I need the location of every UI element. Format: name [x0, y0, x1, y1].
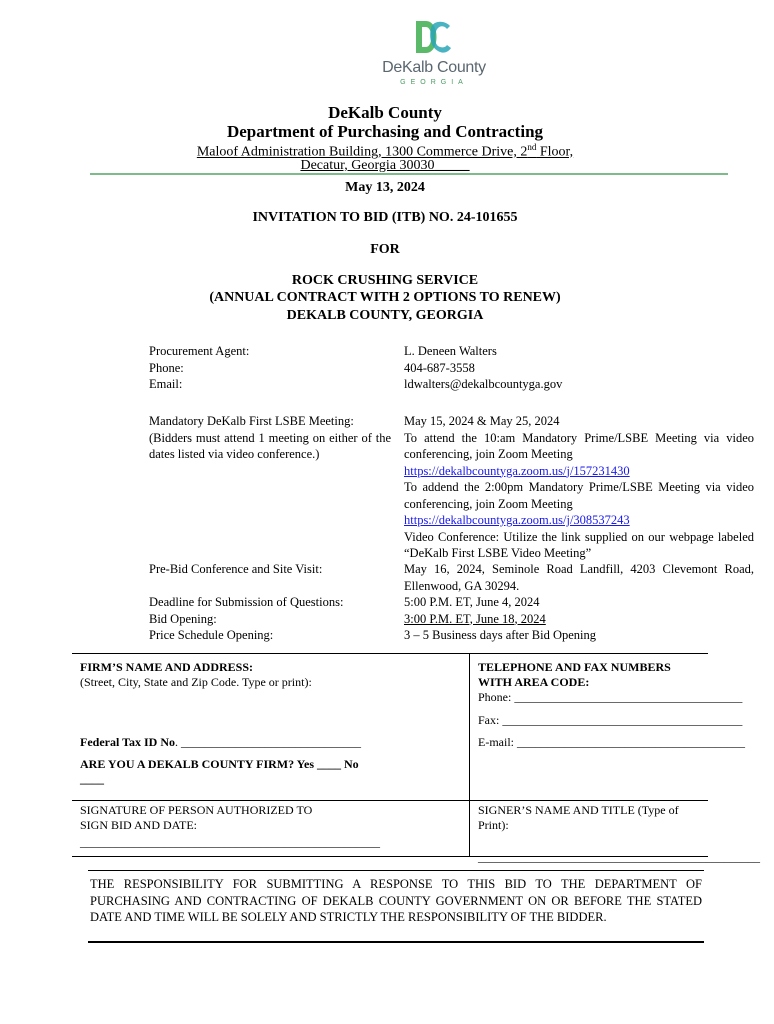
contact-values — [404, 343, 754, 393]
questions-value: 5:00 P.M. ET, June 4, 2024 — [404, 595, 540, 609]
prebid-value: May 16, 2024, Seminole Road Landfill, 4203 Clevemont Road, Ellenwood, GA 30294. — [404, 562, 754, 593]
deadlines-labels — [149, 594, 399, 644]
signature-cell[interactable] — [80, 803, 465, 850]
dekalb-firm-question[interactable]: ARE YOU A DEKALB COUNTY FIRM? Yes ____ No ____ — [80, 757, 359, 786]
email-value: ldwalters@dekalbcountyga.gov — [404, 377, 563, 391]
phone-value: 404-687-3558 — [404, 360, 475, 375]
address-line-2 — [0, 158, 770, 174]
form-row-divider — [72, 800, 708, 801]
department-name: Department of Purchasing and Contracting — [226, 122, 544, 141]
prebid-label: Pre-Bid Conference and Site Visit: — [149, 562, 323, 576]
mandatory-label: Mandatory DeKalb First LSBE Meeting: — [149, 414, 354, 428]
notice-text: THE RESPONSIBILITY FOR SUBMITTING A RESPONSE TO THIS BID TO THE DEPARTMENT OF PURCHASING AND CONTRACTING OF DEKALB COUNTY GOVERNMENT ON OR BEFORE THE STATED DATE AND TIME WILL BE SOLELY AND STRICTLY THE RESPONSIBILITY OF THE BIDDER. — [90, 877, 702, 924]
price-opening-value: 3 – 5 Business days after Bid Opening — [404, 628, 596, 642]
firm-sub: (Street, City, State and Zip Code. Type or print): — [80, 675, 312, 689]
mandatory-note: (Bidders must attend 1 meeting on either of the dates listed via video conference.) — [149, 430, 391, 461]
zoom-link-2[interactable]: https://dekalbcountyga.zoom.us/j/308537243 — [404, 513, 630, 527]
zoom-link-1[interactable]: https://dekalbcountyga.zoom.us/j/157231430 — [404, 463, 630, 478]
address-line-1-text: Maloof Administration Building, 1300 Commerce Drive, 2 — [196, 144, 528, 160]
mandatory-meeting-details — [404, 413, 754, 562]
header-divider — [90, 173, 728, 175]
signer-line[interactable]: _______________________________________________ — [478, 850, 760, 864]
phone-title: TELEPHONE AND FAX NUMBERS WITH AREA CODE: — [478, 660, 671, 689]
itb-for: FOR — [370, 242, 400, 257]
contact-labels — [149, 343, 399, 393]
telephone-fax-block[interactable] — [478, 660, 743, 705]
dc-monogram-icon — [414, 18, 454, 56]
firm-address-cell[interactable] — [80, 660, 465, 690]
phone-label: Phone: — [149, 360, 184, 375]
logo-state: GEORGIA — [400, 79, 468, 86]
agent-label: Procurement Agent: — [149, 344, 250, 358]
video-conference-note: Video Conference: Utilize the link supplied on our webpage labeled “DeKalb First LSBE Video Meeting” — [404, 529, 754, 560]
questions-label: Deadline for Submission of Questions: — [149, 595, 344, 609]
address-floor-suffix: nd — [527, 142, 537, 152]
agent-value: L. Deneen Walters — [404, 344, 497, 358]
deadlines-values — [404, 594, 754, 644]
itb-title-3: DEKALB COUNTY, GEORGIA — [286, 308, 484, 323]
signer-title: SIGNER’S NAME AND TITLE (Type of Print): — [478, 803, 679, 832]
tax-id-label: Federal Tax ID No — [80, 735, 176, 749]
address-line-1-end: Floor, — [536, 144, 574, 160]
org-name: DeKalb County — [328, 103, 442, 122]
form-column-divider — [469, 654, 470, 856]
address-line-2-tail: _____ — [434, 158, 470, 173]
email-label: Email: — [149, 377, 183, 391]
itb-number: INVITATION TO BID (ITB) NO. 24-101655 — [252, 210, 518, 225]
mandatory-pm: To addend the 2:00pm Mandatory Prime/LSBE Meeting via video conferencing, join Zoom Meeting — [404, 480, 754, 511]
fax-field[interactable]: Fax: ________________________________________ — [478, 713, 743, 727]
signature-title: SIGNATURE OF PERSON AUTHORIZED TO SIGN BID AND DATE: — [80, 803, 313, 832]
phone-field[interactable]: Phone: ______________________________________ — [478, 690, 743, 704]
mandatory-am: To attend the 10:am Mandatory Prime/LSBE Meeting via video conferencing, join Zoom Meeting — [404, 430, 754, 461]
tax-id-field[interactable]: . ______________________________ — [175, 735, 362, 749]
bid-opening-value: 3:00 P.M. ET, June 18, 2024 — [404, 611, 546, 626]
address-line-2-text: Decatur, Georgia 30030 — [300, 158, 435, 173]
price-opening-label: Price Schedule Opening: — [149, 628, 274, 642]
signer-cell[interactable] — [478, 803, 760, 865]
mandatory-meeting-label-block — [149, 413, 391, 463]
itb-title-2: (ANNUAL CONTRACT WITH 2 OPTIONS TO RENEW) — [209, 290, 561, 305]
mandatory-dates: May 15, 2024 & May 25, 2024 — [404, 414, 560, 428]
email-field[interactable]: E-mail: ______________________________________ — [478, 735, 745, 749]
bidder-info-form — [72, 653, 760, 864]
firm-title: FIRM’S NAME AND ADDRESS: — [80, 660, 254, 674]
tax-id-row[interactable] — [80, 735, 465, 750]
issue-date: May 13, 2024 — [345, 180, 425, 195]
logo-county-name: DeKalb County — [382, 59, 486, 76]
dekalb-county-logo — [376, 18, 492, 88]
bid-opening-label: Bid Opening: — [149, 611, 217, 626]
signature-line[interactable]: __________________________________________________ — [80, 835, 380, 849]
responsibility-notice — [88, 870, 704, 943]
itb-title-1: ROCK CRUSHING SERVICE — [291, 273, 479, 288]
